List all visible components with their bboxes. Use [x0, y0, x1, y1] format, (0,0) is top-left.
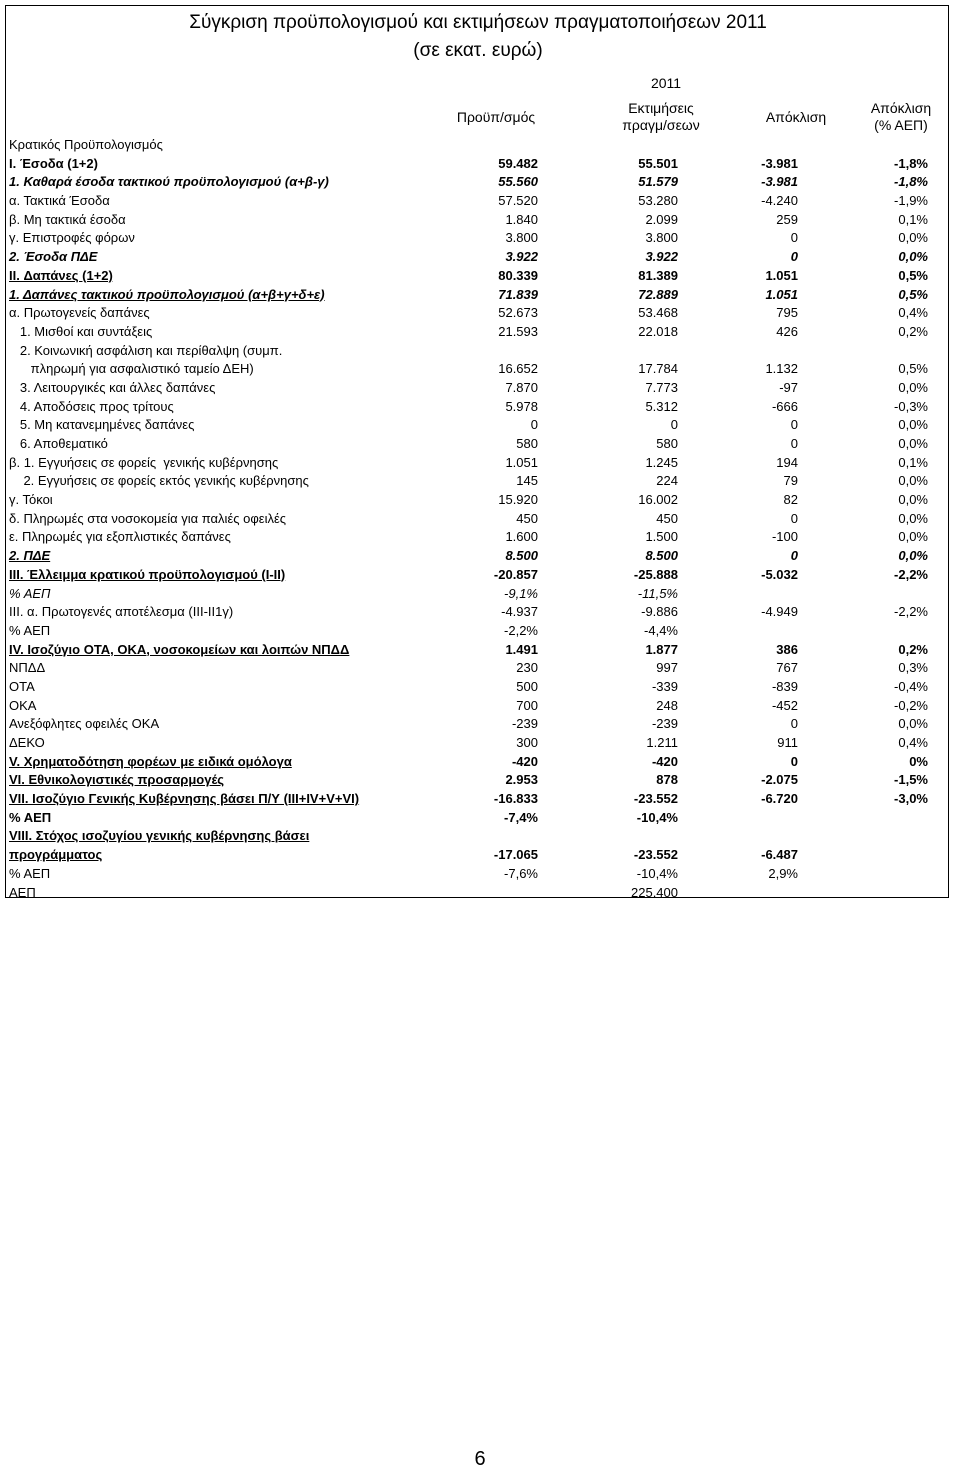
budget-cell: 16.652	[498, 361, 538, 377]
estimate-cell: -23.552	[633, 791, 678, 807]
budget-cell: 3.922	[505, 249, 538, 265]
row-label: Κρατικός Προϋπολογισμός	[9, 137, 163, 152]
table-row	[6, 585, 950, 604]
budget-cell: -2,2%	[504, 622, 538, 638]
estimate-cell: 997	[656, 660, 678, 676]
table-row	[6, 827, 950, 846]
table-row	[6, 715, 950, 734]
estimate-cell: -420	[651, 753, 678, 769]
deviation-pct-cell: 0,1%	[898, 211, 928, 227]
budget-cell: -4.937	[501, 604, 538, 620]
estimate-cell: 16.002	[638, 492, 678, 508]
table-row	[6, 398, 950, 417]
row-label: % ΑΕΠ	[9, 865, 51, 881]
deviation-cell: 0	[790, 753, 798, 769]
deviation-pct-cell: 0%	[909, 753, 928, 769]
table-row	[6, 510, 950, 529]
deviation-cell: 1.132	[765, 361, 798, 377]
budget-cell: 300	[516, 735, 538, 750]
budget-cell: -9,1%	[504, 585, 538, 601]
table-row	[6, 678, 950, 697]
table-row	[6, 753, 950, 772]
budget-cell: 55.560	[498, 174, 538, 190]
row-label: 2. Εγγυήσεις σε φορείς εκτός γενικής κυβέρνησης	[9, 473, 309, 489]
table-row	[6, 248, 950, 267]
deviation-cell: 0	[790, 230, 798, 246]
row-label: 4. Αποδόσεις προς τρίτους	[9, 398, 174, 414]
row-label: 3. Λειτουργικές και άλλες δαπάνες	[9, 379, 216, 395]
budget-cell: -420	[511, 753, 538, 769]
estimate-cell: 51.579	[638, 174, 678, 190]
deviation-pct-cell: 0,3%	[898, 660, 928, 676]
table-row	[6, 360, 950, 379]
row-label: ΟΚΑ	[9, 697, 37, 713]
estimate-cell: 22.018	[638, 323, 678, 339]
table-row	[6, 267, 950, 286]
table-subtitle: (σε εκατ. ευρώ)	[413, 40, 543, 61]
table-row	[6, 790, 950, 809]
row-label: ΝΠΔΔ	[9, 660, 46, 676]
deviation-cell: -100	[771, 529, 798, 545]
header-deviation-pct: Απόκλιση	[870, 100, 932, 116]
table-row	[6, 697, 950, 716]
budget-cell: 0	[530, 417, 538, 433]
budget-cell: 3.800	[505, 230, 538, 246]
row-label: 2. Έσοδα ΠΔΕ	[9, 249, 98, 265]
table-row	[6, 734, 950, 753]
table-row	[6, 173, 950, 192]
deviation-pct-cell: -1,9%	[894, 193, 928, 209]
budget-cell: -7,6%	[504, 865, 538, 881]
header-deviation: Απόκλιση	[765, 109, 827, 125]
budget-cell: 230	[516, 660, 538, 676]
estimate-cell: 1.245	[645, 454, 678, 470]
deviation-pct-cell: -2,2%	[894, 604, 928, 620]
table-row	[6, 342, 950, 361]
table-frame	[5, 5, 949, 898]
budget-cell: -16.833	[493, 791, 538, 807]
deviation-cell: 386	[776, 641, 798, 657]
estimate-cell: 225.400	[631, 884, 678, 900]
deviation-pct-cell: 0,4%	[898, 305, 928, 321]
estimate-cell: 53.468	[638, 305, 678, 321]
budget-cell: 7.870	[505, 379, 538, 395]
row-label: 5. Μη κατανεμημένες δαπάνες	[9, 417, 195, 433]
budget-cell: -20.857	[493, 566, 538, 582]
header-year: 2011	[650, 75, 682, 91]
deviation-cell: -3.981	[761, 155, 798, 171]
deviation-pct-cell: 0,4%	[898, 735, 928, 750]
budget-cell: -7,4%	[504, 809, 538, 825]
estimate-cell: 878	[656, 772, 678, 788]
estimate-cell: 580	[656, 436, 678, 451]
deviation-pct-cell: 0,0%	[898, 473, 928, 489]
estimate-cell: 55.501	[638, 155, 678, 171]
deviation-pct-cell: -0,4%	[894, 678, 928, 694]
budget-cell: 59.482	[498, 155, 538, 171]
table-row	[6, 229, 950, 248]
table-row	[6, 136, 950, 155]
estimate-cell: -4,4%	[644, 622, 678, 638]
deviation-pct-cell: 0,0%	[898, 436, 928, 451]
deviation-cell: 0	[790, 249, 798, 265]
row-label: ΟΤΑ	[9, 678, 35, 694]
row-label: β. Μη τακτικά έσοδα	[9, 211, 126, 227]
row-label: 2. ΠΔΕ	[9, 548, 51, 564]
table-row	[6, 454, 950, 473]
row-label: III. α. Πρωτογενές αποτέλεσμα (III-II1γ)	[9, 604, 234, 620]
deviation-pct-cell: 0,0%	[898, 379, 928, 395]
budget-cell: 57.520	[498, 193, 538, 209]
deviation-pct-cell: -0,3%	[894, 398, 928, 414]
table-row	[6, 286, 950, 305]
table-row	[6, 809, 950, 828]
estimate-cell: 2.099	[645, 211, 678, 227]
estimate-cell: 53.280	[638, 193, 678, 209]
row-label: II. Δαπάνες (1+2)	[9, 267, 113, 283]
header-budget: Προϋπ/σμός	[456, 109, 536, 125]
deviation-cell: 2,9%	[768, 865, 798, 881]
estimate-cell: 17.784	[638, 361, 678, 377]
table-row	[6, 435, 950, 454]
estimate-cell: -9.886	[641, 604, 678, 620]
row-label: 1. Καθαρά έσοδα τακτικού προϋπολογισμού (α+β-γ)	[9, 174, 329, 190]
estimate-cell: 81.389	[638, 267, 678, 283]
row-label: 1. Μισθοί και συντάξεις	[9, 323, 153, 339]
row-label: VIII. Στόχος ισοζυγίου γενικής κυβέρνησης βάσει	[9, 828, 310, 844]
deviation-pct-cell: 0,0%	[898, 492, 928, 508]
deviation-pct-cell: 0,5%	[898, 267, 928, 283]
deviation-cell: -4.240	[761, 193, 798, 209]
table-row	[6, 771, 950, 790]
estimate-cell: 72.889	[638, 286, 678, 302]
table-title: Σύγκριση προϋπολογισμού και εκτιμήσεων πραγματοποιήσεων 2011	[189, 12, 767, 33]
table-row	[6, 304, 950, 323]
table-row	[6, 659, 950, 678]
deviation-pct-cell: 0,1%	[898, 454, 928, 470]
estimate-cell: -10,4%	[636, 865, 678, 881]
deviation-pct-cell: -0,2%	[894, 697, 928, 713]
row-label: I. Έσοδα (1+2)	[9, 155, 98, 171]
row-label: α. Πρωτογενείς δαπάνες	[9, 305, 150, 321]
estimate-cell: 7.773	[645, 379, 678, 395]
deviation-cell: 82	[783, 492, 798, 508]
estimate-cell: 224	[656, 473, 678, 489]
estimate-cell: 248	[656, 697, 678, 713]
deviation-pct-cell: 0,2%	[898, 323, 928, 339]
budget-cell: -17.065	[493, 847, 538, 863]
table-row	[6, 622, 950, 641]
table-row	[6, 323, 950, 342]
estimate-cell: 0	[670, 417, 678, 433]
deviation-cell: -666	[771, 398, 798, 414]
budget-cell: 145	[516, 473, 538, 489]
row-label: % ΑΕΠ	[9, 585, 51, 601]
budget-cell: 580	[516, 436, 538, 451]
budget-cell: 5.978	[505, 398, 538, 414]
table-row	[6, 566, 950, 585]
budget-cell: 8.500	[505, 548, 538, 564]
estimate-cell: -10,4%	[636, 809, 678, 825]
budget-cell: 52.673	[498, 305, 538, 321]
deviation-pct-cell: 0,2%	[898, 641, 928, 657]
row-label: V. Χρηματοδότηση φορέων με ειδικά ομόλογα	[9, 753, 292, 769]
table-row	[6, 846, 950, 865]
deviation-cell: 767	[776, 660, 798, 676]
budget-cell: 450	[516, 510, 538, 526]
header-estimates-line2: πραγμ/σεων	[622, 117, 700, 133]
table-body	[6, 136, 950, 902]
estimate-cell: 3.922	[645, 249, 678, 265]
row-label: προγράμματος	[9, 847, 103, 863]
table-row	[6, 603, 950, 622]
deviation-cell: -6.720	[761, 791, 798, 807]
deviation-cell: 0	[790, 436, 798, 451]
table-row	[6, 211, 950, 230]
estimate-cell: 5.312	[645, 398, 678, 414]
estimate-cell: 1.211	[646, 735, 678, 750]
table-row	[6, 416, 950, 435]
page-number: 6	[474, 1448, 486, 1470]
deviation-cell: 911	[777, 735, 798, 750]
row-label: III. Έλλειμμα κρατικού προϋπολογισμού (I-II)	[9, 566, 286, 582]
budget-cell: 1.491	[505, 641, 538, 657]
deviation-cell: -5.032	[761, 566, 798, 582]
deviation-cell: -4.949	[761, 604, 798, 620]
budget-cell: 1.051	[505, 454, 538, 470]
estimate-cell: -339	[651, 678, 678, 694]
table-row	[6, 472, 950, 491]
estimate-cell: 450	[656, 510, 678, 526]
deviation-pct-cell: 0,0%	[898, 230, 928, 246]
budget-cell: 500	[516, 678, 538, 694]
table-row	[6, 884, 950, 903]
deviation-pct-cell: -3,0%	[894, 791, 928, 807]
deviation-cell: 0	[790, 548, 798, 564]
deviation-cell: 1.051	[765, 267, 798, 283]
row-label: β. 1. Εγγυήσεις σε φορείς γενικής κυβέρνησης	[9, 454, 279, 470]
estimate-cell: 1.500	[645, 529, 678, 545]
row-label: VII. Ισοζύγιο Γενικής Κυβέρνησης βάσει Π/Υ (III+IV+V+VI)	[9, 791, 360, 807]
row-label: 2. Κοινωνική ασφάλιση και περίθαλψη (συμπ.	[9, 342, 283, 358]
row-label: ΔΕΚΟ	[9, 735, 45, 750]
deviation-pct-cell: 0,0%	[898, 529, 928, 545]
deviation-cell: -3.981	[761, 174, 798, 190]
deviation-cell: 0	[790, 510, 798, 526]
estimate-cell: 1.877	[645, 641, 678, 657]
deviation-pct-cell: -1,8%	[894, 174, 928, 190]
estimate-cell: -25.888	[633, 566, 678, 582]
row-label: πληρωμή για ασφαλιστικό ταμείο ΔΕΗ)	[9, 361, 254, 377]
deviation-pct-cell: 0,5%	[898, 286, 928, 302]
budget-cell: 21.593	[498, 323, 538, 339]
deviation-cell: -452	[771, 697, 798, 713]
deviation-pct-cell: -1,8%	[894, 155, 928, 171]
row-label: IV. Ισοζύγιο ΟΤΑ, ΟΚΑ, νοσοκομείων και λοιπών ΝΠΔΔ	[9, 641, 350, 657]
deviation-pct-cell: 0,0%	[898, 510, 928, 526]
row-label: % ΑΕΠ	[9, 622, 51, 638]
table-row	[6, 491, 950, 510]
row-label: ε. Πληρωμές για εξοπλιστικές δαπάνες	[9, 529, 231, 545]
deviation-cell: 194	[776, 454, 798, 470]
table-row	[6, 379, 950, 398]
estimate-cell: -239	[651, 716, 678, 732]
budget-cell: 1.600	[505, 529, 538, 545]
deviation-cell: 426	[776, 323, 798, 339]
deviation-cell: -2.075	[761, 772, 798, 788]
estimate-cell: -23.552	[633, 847, 678, 863]
row-label: δ. Πληρωμές στα νοσοκομεία για παλιές οφειλές	[9, 510, 287, 526]
budget-cell: 2.953	[505, 772, 538, 788]
deviation-cell: 0	[790, 716, 798, 732]
estimate-cell: -11,5%	[637, 585, 678, 601]
deviation-cell: -839	[771, 678, 798, 694]
budget-cell: 700	[516, 697, 538, 713]
deviation-cell: 1.051	[765, 286, 798, 302]
table-row	[6, 192, 950, 211]
estimate-cell: 8.500	[645, 548, 678, 564]
deviation-pct-cell: 0,0%	[898, 249, 928, 265]
row-label: VI. Εθνικολογιστικές προσαρμογές	[9, 772, 225, 788]
deviation-pct-cell: 0,0%	[898, 548, 928, 564]
deviation-cell: -6.487	[761, 847, 798, 863]
row-label: % ΑΕΠ	[9, 809, 52, 825]
deviation-cell: 0	[790, 417, 798, 433]
row-label: ΑΕΠ	[9, 884, 36, 900]
table-row	[6, 547, 950, 566]
deviation-pct-cell: 0,0%	[898, 716, 928, 732]
deviation-pct-cell: -2,2%	[894, 566, 928, 582]
budget-cell: 15.920	[498, 492, 538, 508]
budget-cell: -239	[511, 716, 538, 732]
deviation-cell: 795	[776, 305, 798, 321]
row-label: γ. Τόκοι	[9, 492, 53, 508]
row-label: α. Τακτικά Έσοδα	[9, 193, 110, 209]
table-row	[6, 641, 950, 660]
deviation-pct-cell: 0,0%	[898, 417, 928, 433]
deviation-pct-cell: 0,5%	[898, 361, 928, 377]
row-label: γ. Επιστροφές φόρων	[9, 230, 135, 246]
deviation-pct-cell: -1,5%	[894, 772, 928, 788]
row-label: 1. Δαπάνες τακτικού προϋπολογισμού (α+β+γ+δ+ε)	[9, 286, 325, 302]
header-deviation-pct-line2: (% ΑΕΠ)	[874, 117, 928, 133]
table-row	[6, 155, 950, 174]
budget-cell: 1.840	[505, 211, 538, 227]
table-row	[6, 528, 950, 547]
row-label: Ανεξόφλητες οφειλές ΟΚΑ	[9, 716, 160, 732]
deviation-cell: -97	[779, 379, 798, 395]
budget-cell: 80.339	[498, 267, 538, 283]
table-row	[6, 865, 950, 884]
header-estimates: Εκτιμήσεις	[628, 100, 694, 116]
budget-cell: 71.839	[498, 286, 538, 302]
estimate-cell: 3.800	[645, 230, 678, 246]
deviation-cell: 79	[783, 473, 798, 489]
deviation-cell: 259	[776, 211, 798, 227]
row-label: 6. Αποθεματικό	[9, 436, 108, 451]
